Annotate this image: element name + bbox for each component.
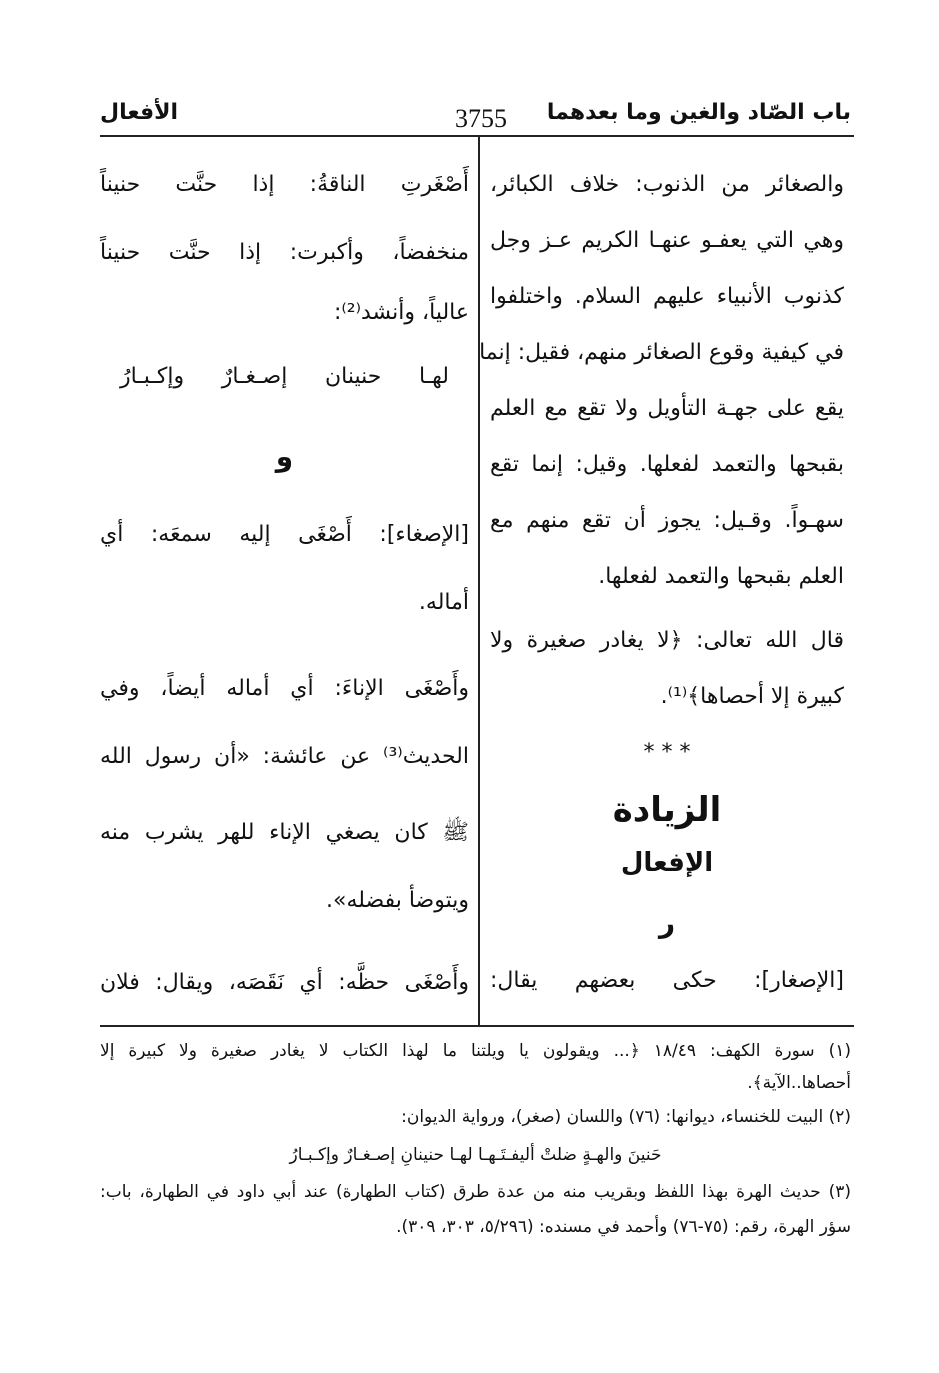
- entry-line: وأَصْغَى حظَّه: أي نَقَصَه، ويقال: فلان: [100, 970, 469, 995]
- entry-line: أَصْغَرتِ الناقةُ: إذا حنَّت حنيناً: [100, 172, 469, 197]
- entry-line: [الإصغاء]: أَصْغَى إليه سمعَه: أي: [100, 522, 469, 547]
- text-line: في كيفية وقوع الصغائر منهم، فقيل: إنما: [479, 340, 844, 365]
- footnote-3: (٣) حديث الهرة بهذا اللفظ وبقريب منه من عدة طرق (كتاب الطهارة) عند أبي داود في الطهارة، باب:: [100, 1182, 851, 1202]
- footnote-3-cont: سؤر الهرة، رقم: (٧٥-٧٦) وأحمد في مسنده: (٥/٢٩٦، ٣٠٣، ٣٠٩).: [396, 1217, 851, 1237]
- section-separator: * * *: [643, 740, 691, 765]
- running-header-section: الأفعال: [100, 100, 179, 125]
- quran-verse-line: كبيرة إلا أحصاها﴾⁽¹⁾.: [660, 684, 844, 709]
- root-letter: و: [275, 440, 294, 473]
- text-line: ويتوضأ بفضله».: [326, 888, 469, 913]
- text-line: عالياً، وأنشد⁽²⁾:: [333, 300, 469, 325]
- text-line: كذنوب الأنبياء عليهم السلام. واختلفوا: [490, 284, 844, 309]
- column-divider: [478, 137, 480, 1025]
- entry-line: وأَصْغَى الإناءَ: أي أماله أيضاً، وفي: [100, 676, 469, 701]
- entry-line: [الإصغار]: حكى بعضهم يقال:: [490, 968, 844, 993]
- subsection-heading: الإفعال: [620, 848, 714, 878]
- poetry-line: لهـا حنينان إصـغـارٌ وإكـبـارُ: [120, 364, 449, 389]
- text-line: وهي التي يعفـو عنهـا الكريم عـز وجل: [490, 228, 844, 253]
- footnote-1-cont: أحصاها..الآية﴾.: [747, 1073, 851, 1093]
- text-line: ﷺ كان يصغي الإناء للهر يشرب منه: [100, 820, 469, 845]
- text-line: أماله.: [418, 590, 469, 615]
- text-line: والصغائر من الذنوب: خلاف الكبائر،: [490, 172, 844, 197]
- text-line: سهـواً. وقـيل: يجوز أن تقع منهم مع: [490, 508, 844, 533]
- root-letter: ر: [658, 906, 676, 939]
- footnote-2-verse: حَنينَ والهـةٍ ضلتْ أليفـتَـهـا لهـا حنينانِ إصـغـارٌ وإكـبـارُ: [289, 1145, 662, 1165]
- text-line: منخفضاً، وأكبرت: إذا حنَّت حنيناً: [100, 240, 469, 265]
- text-line: يقع على جهـة التأويل ولا تقع مع العلم: [490, 396, 844, 421]
- page-number: 3755: [455, 104, 507, 133]
- text-line: بقبحها والتعمد لفعلها. وقيل: إنما تقع: [490, 452, 844, 477]
- footnote-2: (٢) البيت للخنساء، ديوانها: (٧٦) واللسان (صغر)، ورواية الديوان:: [401, 1107, 851, 1127]
- left-column: [100, 0, 469, 1020]
- footnote-rule: [100, 1025, 854, 1027]
- running-header-chapter: باب الصّاد والغين وما بعدهما: [546, 100, 851, 125]
- quran-verse-line: قال الله تعالى: ﴿لا يغادر صغيرة ولا: [490, 628, 844, 653]
- footnote-1: (١) سورة الكهف: ١٨/٤٩ ﴿... ويقولون يا ويلتنا ما لهذا الكتاب لا يغادر صغيرة ولا كبيرة إلا: [100, 1041, 851, 1061]
- text-line: العلم بقبحها والتعمد لفعلها.: [598, 564, 844, 589]
- section-heading: الزيادة: [612, 790, 722, 830]
- text-line: الحديث⁽³⁾ عن عائشة: «أن رسول الله: [100, 744, 469, 769]
